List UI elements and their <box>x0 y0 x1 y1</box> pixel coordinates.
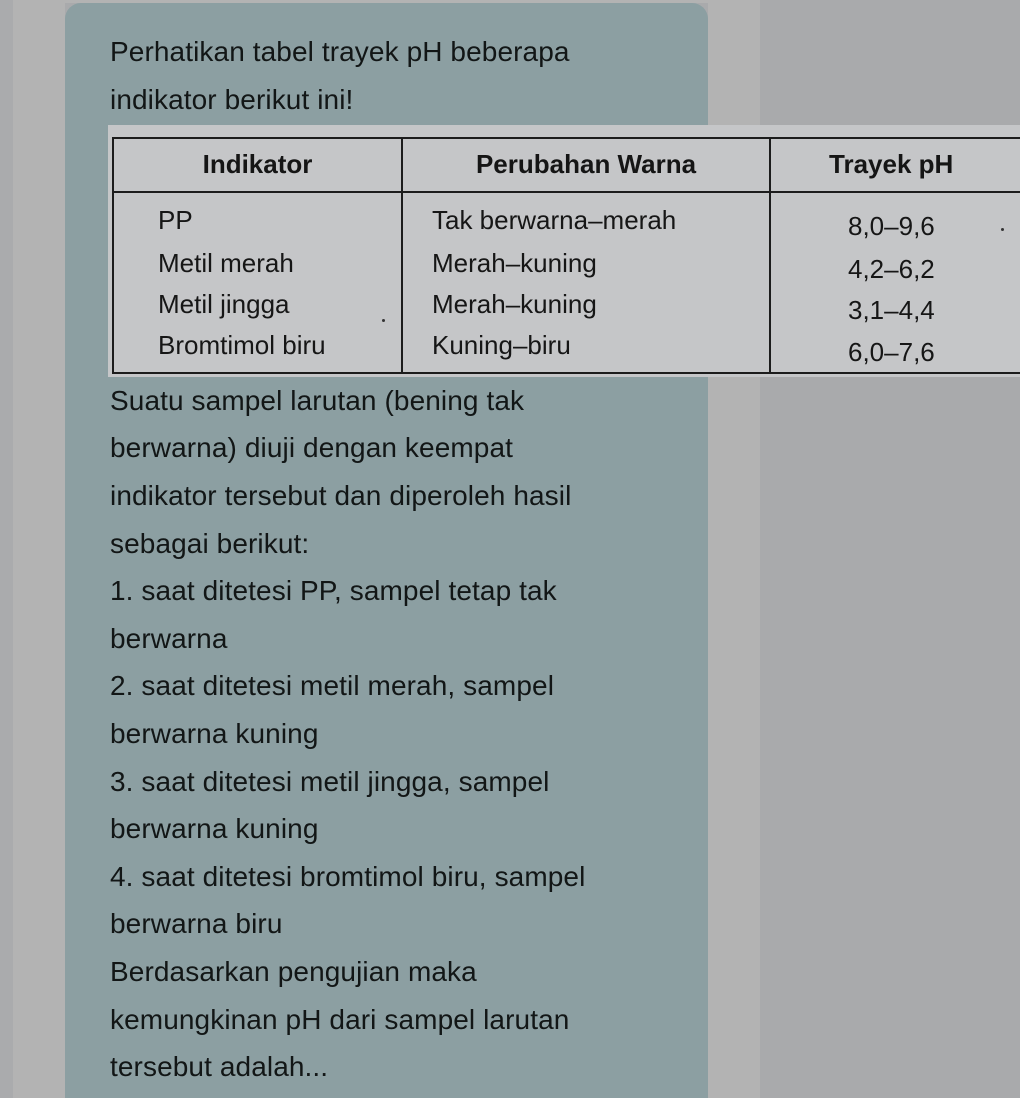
header-divider <box>114 191 1020 193</box>
body-line-2: berwarna) diuji dengan keempat <box>110 432 514 463</box>
observation-2-line-1: 2. saat ditetesi metil merah, sampel <box>110 670 555 701</box>
question-prompt-line-2: kemungkinan pH dari sampel larutan <box>110 1004 570 1035</box>
question-prompt-line-3: tersebut adalah... <box>110 1051 329 1082</box>
observation-4-line-1: 4. saat ditetesi bromtimol biru, sampel <box>110 861 586 892</box>
ph-indicator-table <box>112 137 1020 374</box>
left-edge-margin <box>0 0 13 1098</box>
observation-4-line-2: berwarna biru <box>110 908 283 939</box>
ph-indicator-table-image <box>108 125 1020 377</box>
observation-3-line-1: 3. saat ditetesi metil jingga, sampel <box>110 766 550 797</box>
intro-line-1: Perhatikan tabel trayek pH beberapa <box>110 36 570 67</box>
cell-trayek-ph: 8,0–9,6 <box>848 211 935 241</box>
cell-perubahan-warna: Merah–kuning <box>432 289 597 319</box>
header-trayek-ph: Trayek pH <box>829 149 954 179</box>
cell-trayek-ph: 6,0–7,6 <box>848 337 935 367</box>
intro-line-2: indikator berikut ini! <box>110 84 354 115</box>
cell-perubahan-warna: Tak berwarna–merah <box>432 205 677 235</box>
header-perubahan-warna: Perubahan Warna <box>475 149 697 179</box>
cell-trayek-ph: 3,1–4,4 <box>848 295 935 325</box>
body-line-3: indikator tersebut dan diperoleh hasil <box>110 480 572 511</box>
cell-perubahan-warna: Merah–kuning <box>432 248 597 278</box>
question-prompt-line-1: Berdasarkan pengujian maka <box>110 956 477 987</box>
observation-3-line-2: berwarna kuning <box>110 813 319 844</box>
cell-indikator: Metil jingga <box>158 289 290 319</box>
scan-speck <box>1001 228 1004 231</box>
observation-2-line-2: berwarna kuning <box>110 718 319 749</box>
cell-perubahan-warna: Kuning–biru <box>432 330 571 360</box>
cell-indikator: PP <box>158 205 193 235</box>
cell-indikator: Bromtimol biru <box>158 330 326 360</box>
body-line-1: Suatu sampel larutan (bening tak <box>110 385 525 416</box>
header-indikator: Indikator <box>202 149 313 179</box>
observation-1-line-2: berwarna <box>110 623 228 654</box>
cell-trayek-ph: 4,2–6,2 <box>848 254 935 284</box>
body-line-4: sebagai berikut: <box>110 528 310 559</box>
left-gutter <box>13 0 65 1098</box>
cell-indikator: Metil merah <box>158 248 294 278</box>
observation-1-line-1: 1. saat ditetesi PP, sampel tetap tak <box>110 575 557 606</box>
scan-speck <box>382 319 385 322</box>
